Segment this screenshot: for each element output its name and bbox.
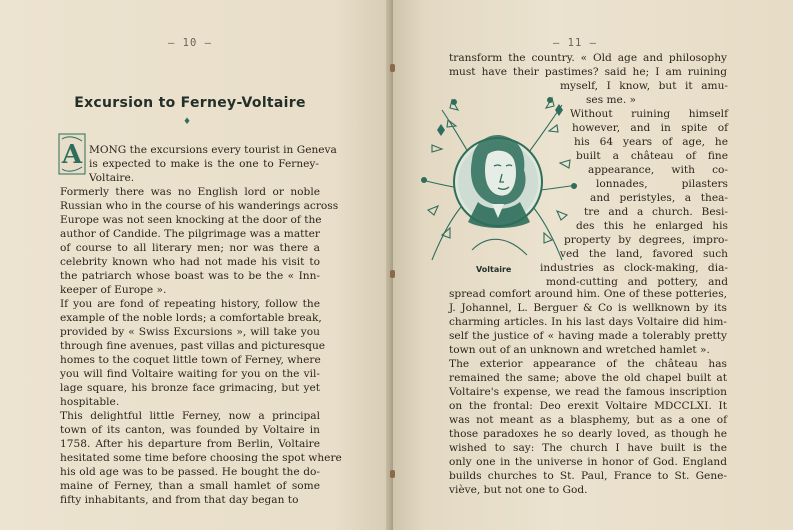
text-line: hesitated some time before choosing the spot where: [60, 452, 342, 464]
text-line: provided by « Swiss Excursions », will take you: [60, 326, 320, 338]
text-line: mond-cutting and pottery, and: [546, 276, 728, 288]
text-line: must have their pastimes? said he; I am ruining: [449, 66, 727, 78]
text-line: town of its canton, was founded by Voltaire in: [60, 424, 320, 436]
text-line: homes to the coquet little town of Ferney, where: [60, 354, 321, 366]
text-line: is expected to make is the one to Ferney-: [89, 158, 319, 170]
text-line: example of the noble lords; a comfortable break,: [60, 312, 322, 324]
page-number-right: — 11 —: [553, 37, 597, 49]
text-line: fifty inhabitants, and from that day began to: [60, 494, 299, 506]
text-line: Voltaire's expense, we read the famous inscription: [449, 386, 727, 398]
text-line: ses me. »: [586, 94, 637, 106]
text-line: his 64 years of age, he: [574, 136, 728, 148]
text-line: Voltaire.: [89, 172, 135, 184]
text-line: was not meant as a blasphemy, but as a one of: [449, 414, 727, 426]
text-line: lage square, his bronze face grimacing, but yet: [60, 382, 320, 394]
binding-stitch: [390, 64, 395, 72]
text-line: tre and a church. Besi-: [584, 206, 728, 218]
text-line: MONG the excursions every tourist in Geneva: [89, 144, 337, 156]
right-column-wrap: [540, 79, 728, 289]
text-line: wished to say: The church I have built is the: [449, 442, 727, 454]
drop-cap-initial: [58, 133, 86, 175]
text-line: Europe was not seen knocking at the door of the: [60, 214, 322, 226]
text-line: lonnades, pilasters: [596, 178, 728, 190]
text-line: built a château of fine: [576, 150, 728, 162]
text-line: of course to all literary men; nor was there a: [60, 242, 320, 254]
page-number-left: — 10 —: [168, 37, 212, 49]
text-line: spread comfort around him. One of these potteries,: [449, 288, 727, 300]
text-line: however, and in spite of: [572, 122, 728, 134]
text-line: This delightful little Ferney, now a principal: [60, 410, 320, 422]
text-line: town out of an unknown and wretched hamlet ».: [449, 344, 710, 356]
text-line: J. Johannel, L. Berguer & Co is wellknown by its: [449, 302, 727, 314]
text-line: maine of Ferney, than a small hamlet of some: [60, 480, 320, 492]
left-column-head: [89, 143, 337, 185]
text-line: only one in the universe in honor of God. England: [449, 456, 727, 468]
voltaire-portrait-illustration: [412, 90, 582, 268]
left-column-body: [60, 185, 342, 507]
text-line: on the frontal: Deo erexit Voltaire MDCCLXI. It: [449, 400, 727, 412]
binding-stitch: [390, 270, 395, 278]
text-line: self the justice of « having made a tolerably pretty: [449, 330, 727, 342]
text-line: industries as clock-making, dia-: [540, 262, 728, 274]
text-line: If you are fond of repeating history, follow the: [60, 298, 320, 310]
text-line: author of Candide. The pilgrimage was a matter: [60, 228, 320, 240]
drop-cap-letter: A: [61, 140, 83, 170]
text-line: through fine avenues, past villas and picturesque: [60, 340, 326, 352]
text-line: viève, but not one to God.: [449, 484, 588, 496]
text-line: hospitable.: [60, 396, 120, 408]
text-line: his old age was to be passed. He bought the do-: [60, 466, 320, 478]
text-line: and peristyles, a thea-: [590, 192, 728, 204]
chapter-title: Excursion to Ferney-Voltaire: [74, 95, 306, 111]
text-line: Without ruining himself: [570, 108, 728, 120]
text-line: des this he enlarged his: [576, 220, 728, 232]
text-line: those paradoxes he so dearly loved, as though he: [449, 428, 727, 440]
right-column-bottom: [449, 287, 727, 497]
text-line: keeper of Europe ».: [60, 284, 167, 296]
text-line: myself, I know, but it amu-: [560, 80, 728, 92]
text-line: 1758. After his departure from Berlin, Voltaire: [60, 438, 320, 450]
text-line: builds churches to St. Paul, France to St. Gene-: [449, 470, 727, 482]
text-line: transform the country. « Old age and philosophy: [449, 52, 727, 64]
text-line: Russian who in the course of his wanderings across: [60, 200, 339, 212]
binding-stitch: [390, 470, 395, 478]
text-line: ved the land, favored such: [560, 248, 728, 260]
text-line: remained the same; above the old chapel built at: [449, 372, 727, 384]
text-line: Formerly there was no English lord or noble: [60, 186, 320, 198]
text-line: the patriarch whose boast was to be the « Inn-: [60, 270, 320, 282]
text-line: you will find Voltaire waiting for you on the vil-: [60, 368, 320, 380]
ornament-icon: ♦: [183, 117, 192, 127]
text-line: charming articles. In his last days Voltaire did him-: [449, 316, 727, 328]
right-column-top: [449, 51, 727, 79]
text-line: appearance, with co-: [588, 164, 728, 176]
text-line: property by degrees, impro-: [564, 234, 728, 246]
illustration-caption: Voltaire: [476, 265, 512, 274]
text-line: celebrity known who had not made his visit to: [60, 256, 320, 268]
text-line: The exterior appearance of the château has: [449, 358, 727, 370]
